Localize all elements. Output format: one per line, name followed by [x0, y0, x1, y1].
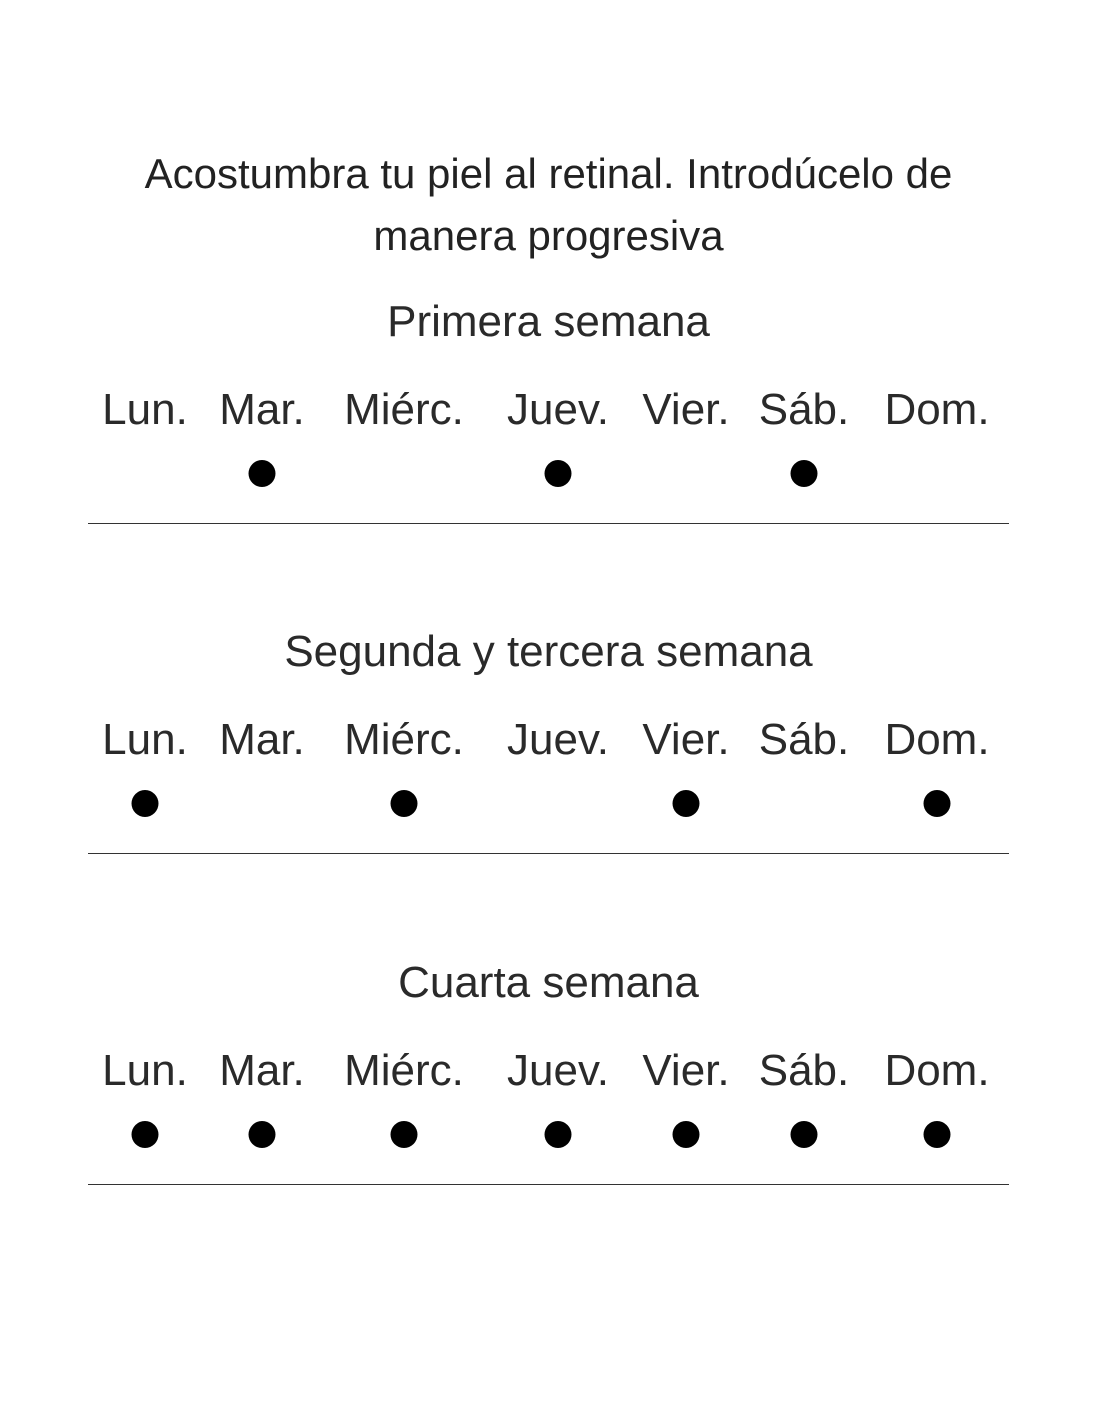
day-label-wed: Miérc. [344, 1046, 464, 1095]
day-label-sat: Sáb. [758, 1046, 850, 1095]
week-section-second-third [88, 624, 1009, 894]
application-dot-sat [791, 460, 818, 487]
application-dot-wed [391, 790, 418, 817]
application-dot-fri [673, 1121, 700, 1148]
application-dot-mon [132, 1121, 159, 1148]
day-label-fri: Vier. [642, 385, 730, 434]
day-label-thu: Juev. [507, 715, 609, 764]
application-dot-sun [924, 1121, 951, 1148]
day-label-mon: Lun. [102, 385, 188, 434]
day-label-tue: Mar. [219, 1046, 305, 1095]
page-title: Acostumbra tu piel al retinal. Introdúcelo de manera progresiva [144, 150, 953, 259]
day-label-sat: Sáb. [758, 715, 850, 764]
day-label-tue: Mar. [219, 385, 305, 434]
application-dot-mon [132, 790, 159, 817]
day-label-thu: Juev. [507, 1046, 609, 1095]
day-label-sat: Sáb. [758, 385, 850, 434]
day-label-thu: Juev. [507, 385, 609, 434]
week-title: Cuarta semana [398, 958, 699, 1007]
day-label-tue: Mar. [219, 715, 305, 764]
day-label-mon: Lun. [102, 1046, 188, 1095]
day-label-wed: Miérc. [344, 715, 464, 764]
application-dot-thu [545, 460, 572, 487]
day-label-fri: Vier. [642, 715, 730, 764]
divider [88, 853, 1009, 854]
week-title: Segunda y tercera semana [284, 627, 813, 676]
day-label-fri: Vier. [642, 1046, 730, 1095]
application-dot-thu [545, 1121, 572, 1148]
week-section-first [88, 294, 1009, 564]
application-dot-fri [673, 790, 700, 817]
day-label-sun: Dom. [884, 385, 990, 434]
application-dot-sun [924, 790, 951, 817]
week-section-fourth [88, 955, 1009, 1225]
application-dot-tue [249, 460, 276, 487]
week-title: Primera semana [387, 297, 710, 346]
divider [88, 1184, 1009, 1185]
day-label-sun: Dom. [884, 715, 990, 764]
application-dot-sat [791, 1121, 818, 1148]
day-label-mon: Lun. [102, 715, 188, 764]
day-label-sun: Dom. [884, 1046, 990, 1095]
divider [88, 523, 1009, 524]
application-dot-wed [391, 1121, 418, 1148]
application-dot-tue [249, 1121, 276, 1148]
day-label-wed: Miérc. [344, 385, 464, 434]
